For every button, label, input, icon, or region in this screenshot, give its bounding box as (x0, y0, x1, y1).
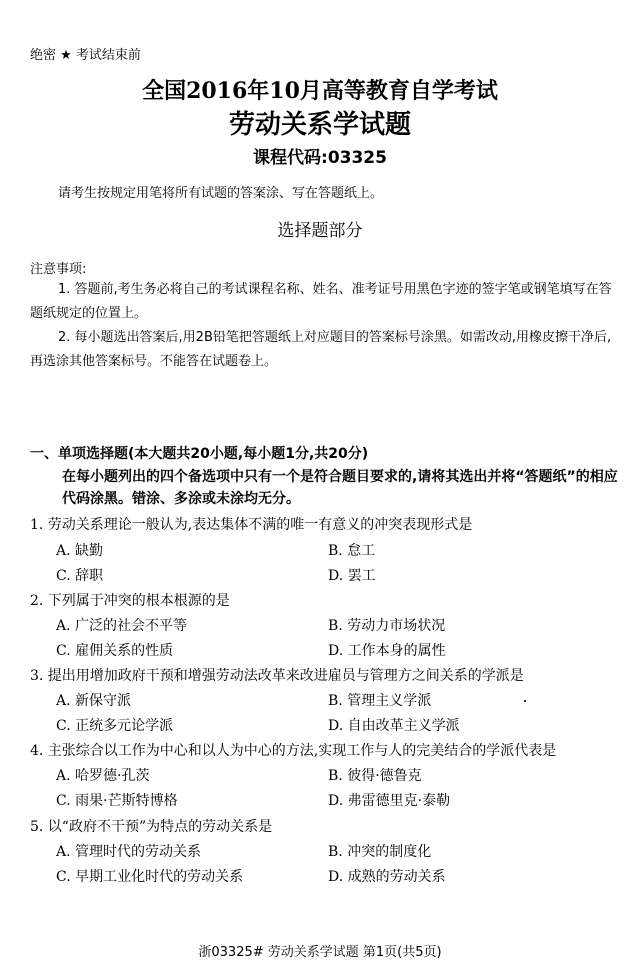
option-b: B. 管理主义学派 (328, 693, 432, 709)
option-c: C. 雨果·芒斯特博格 (56, 793, 178, 809)
option-b: B. 彼得·德鲁克 (328, 768, 422, 784)
option-c: C. 雇佣关系的性质 (56, 643, 174, 659)
question-stem: 4. 主张综合以工作为中心和以人为中心的方法,实现工作与人的完美结合的学派代表是 (30, 743, 557, 759)
option-a: A. 哈罗德·孔茨 (56, 768, 150, 784)
subject-title: 劳动关系学试题 (228, 110, 411, 140)
scan-speck (524, 700, 526, 702)
question-stem: 5. 以“政府不干预”为特点的劳动关系是 (30, 819, 273, 835)
option-c: C. 早期工业化时代的劳动关系 (56, 869, 244, 885)
option-a: A. 广泛的社会不平等 (56, 618, 188, 634)
option-d: D. 罢工 (328, 568, 376, 584)
option-b: B. 怠工 (328, 543, 376, 559)
answer-instruction: 请考生按规定用笔将所有试题的答案涂、写在答题纸上。 (58, 186, 384, 201)
confidential-mark: 绝密 ★ 考试结束前 (30, 48, 141, 63)
option-d: D. 工作本身的属性 (328, 643, 446, 659)
option-d: D. 成熟的劳动关系 (328, 869, 446, 885)
option-d: D. 自由改革主义学派 (328, 718, 460, 734)
part-heading: 一、单项选择题(本大题共20小题,每小题1分,共20分) (30, 446, 369, 462)
page-footer: 浙03325# 劳动关系学试题 第1页(共5页) (198, 945, 442, 960)
note-item (30, 278, 614, 326)
notes-heading: 注意事项: (30, 262, 87, 277)
option-c: C. 辞职 (56, 568, 104, 584)
course-code: 课程代码:03325 (253, 148, 387, 168)
option-d: D. 弗雷德里克·泰勒 (328, 793, 451, 809)
option-a: A. 管理时代的劳动关系 (56, 844, 202, 860)
question-stem: 2. 下列属于冲突的根本根源的是 (30, 593, 230, 609)
exam-title: 全国2016年10月高等教育自学考试 (142, 78, 498, 104)
option-a: A. 新保守派 (56, 693, 132, 709)
option-b: B. 冲突的制度化 (328, 844, 432, 860)
question-stem: 1. 劳动关系理论一般认为,表达集体不满的唯一有意义的冲突表现形式是 (30, 517, 473, 533)
option-c: C. 正统多元论学派 (56, 718, 174, 734)
option-b: B. 劳动力市场状况 (328, 618, 446, 634)
note-text: 2. 每小题选出答案后,用2B铅笔把答题纸上对应题目的答案标号涂黑。如需改动,用橡皮擦干净后,再选涂其他答案标号。不能答在试题卷上。 (30, 330, 612, 369)
note-text: 1. 答题前,考生务必将自己的考试课程名称、姓名、准考证号用黑色字迹的签字笔或钢笔填写在答题纸规定的位置上。 (30, 282, 612, 321)
section-title: 选择题部分 (277, 221, 363, 241)
part-instruction: 在每小题列出的四个备选项中只有一个是符合题目要求的,请将其选出并将“答题纸”的相应代码涂黑。错涂、多涂或未涂均无分。 (62, 469, 618, 507)
note-item (30, 326, 614, 374)
option-a: A. 缺勤 (56, 543, 104, 559)
question-stem: 3. 提出用增加政府干预和增强劳动法改革来改进雇员与管理方之间关系的学派是 (30, 668, 524, 684)
